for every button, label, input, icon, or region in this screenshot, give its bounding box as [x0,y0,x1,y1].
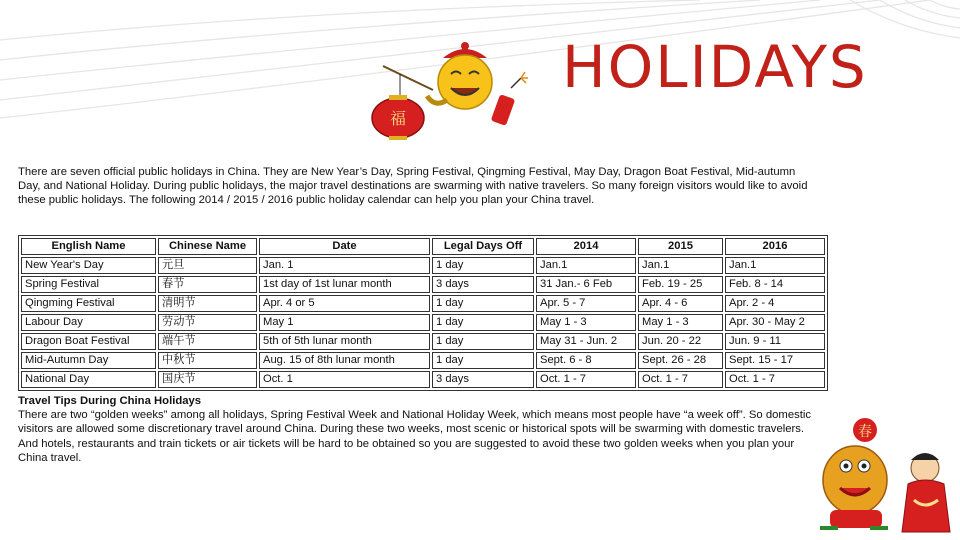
cell-english-name: Labour Day [21,314,156,331]
cell-chinese-name: 端午节 [158,333,257,350]
cell-2016: Apr. 30 - May 2 [725,314,825,331]
cell-date: Apr. 4 or 5 [259,295,430,312]
cell-2015: May 1 - 3 [638,314,723,331]
cell-2014: Oct. 1 - 7 [536,371,636,388]
cell-english-name: Qingming Festival [21,295,156,312]
cell-2015: Feb. 19 - 25 [638,276,723,293]
table-row [21,295,825,312]
cell-days-off: 1 day [432,333,534,350]
svg-text:春: 春 [858,424,872,440]
holiday-table [18,235,828,391]
cell-date: Jan. 1 [259,257,430,274]
col-chinese-name: Chinese Name [158,238,257,255]
cell-2014: Sept. 6 - 8 [536,352,636,369]
col-2016: 2016 [725,238,825,255]
cell-date: 5th of 5th lunar month [259,333,430,350]
cell-2016: Oct. 1 - 7 [725,371,825,388]
col-2015: 2015 [638,238,723,255]
cell-chinese-name: 劳动节 [158,314,257,331]
intro-section [18,165,818,208]
cell-2016: Sept. 15 - 17 [725,352,825,369]
cell-2014: May 1 - 3 [536,314,636,331]
table-row [21,352,825,369]
cell-2015: Oct. 1 - 7 [638,371,723,388]
col-2014: 2014 [536,238,636,255]
intro-paragraph: There are seven official public holidays in China. They are New Year’s Day, Spring Festival, Qingming Festival, May Day, Dragon Boat Festival, Mid-autumn Day, and National Holiday. During public holidays, the major travel destinations are swarming with native travelers. So many foreign visitors would like to avoid these public holidays. The following 2014 / 2015 / 2016 public holiday calendar can help you plan your China travel. [18,166,808,207]
table-row [21,333,825,350]
lion-dance-icon [820,418,888,528]
cell-2016: Jan.1 [725,257,825,274]
cell-date: Oct. 1 [259,371,430,388]
cell-date: Aug. 15 of 8th lunar month [259,352,430,369]
holiday-clipart-bottom [810,410,960,540]
cell-english-name: Spring Festival [21,276,156,293]
table-row [21,314,825,331]
cell-english-name: National Day [21,371,156,388]
firecracker-icon [491,72,528,126]
cell-2014: Jan.1 [536,257,636,274]
cell-2015: Sept. 26 - 28 [638,352,723,369]
cell-chinese-name: 中秋节 [158,352,257,369]
travel-tips-section [18,394,818,465]
cell-2016: Feb. 8 - 14 [725,276,825,293]
col-legal-days-off: Legal Days Off [432,238,534,255]
lantern-icon [372,66,433,140]
cell-chinese-name: 元旦 [158,257,257,274]
travel-tips-paragraph: There are two “golden weeks” among all holidays, Spring Festival Week and National Holiday Week, which means most people have “a week off”. So domestic visitors are allowed some discretionary travel around China. During these two weeks, most scenic or historical spots will be swarming with domestic travelers. And hotels, restaurants and train tickets or air tickets will be hard to be obtained so you are suggested to avoid these two golden weeks when you plan your China travel. [18,409,812,464]
cell-2015: Jan.1 [638,257,723,274]
cell-days-off: 1 day [432,352,534,369]
cell-2015: Jun. 20 - 22 [638,333,723,350]
cell-days-off: 1 day [432,257,534,274]
cell-2014: May 31 - Jun. 2 [536,333,636,350]
table-header-row [21,238,825,255]
col-english-name: English Name [21,238,156,255]
cell-2014: 31 Jan.- 6 Feb [536,276,636,293]
cell-chinese-name: 国庆节 [158,371,257,388]
cell-days-off: 1 day [432,295,534,312]
cell-date: 1st day of 1st lunar month [259,276,430,293]
svg-text:福: 福 [389,109,407,128]
cell-2016: Jun. 9 - 11 [725,333,825,350]
table-row [21,257,825,274]
cell-days-off: 1 day [432,314,534,331]
cell-english-name: Dragon Boat Festival [21,333,156,350]
holiday-clipart-top [355,38,540,148]
cell-chinese-name: 清明节 [158,295,257,312]
travel-tips-heading: Travel Tips During China Holidays [18,395,202,407]
cell-english-name: Mid-Autumn Day [21,352,156,369]
cell-english-name: New Year's Day [21,257,156,274]
cell-days-off: 3 days [432,276,534,293]
cell-days-off: 3 days [432,371,534,388]
table-row [21,371,825,388]
col-date: Date [259,238,430,255]
smiley-face-icon [427,42,492,109]
cell-2014: Apr. 5 - 7 [536,295,636,312]
cell-date: May 1 [259,314,430,331]
slide-title: HOLIDAYS [562,33,868,101]
cell-2016: Apr. 2 - 4 [725,295,825,312]
table-row [21,276,825,293]
cell-chinese-name: 春节 [158,276,257,293]
scholar-figure-icon [902,453,950,532]
cell-2015: Apr. 4 - 6 [638,295,723,312]
